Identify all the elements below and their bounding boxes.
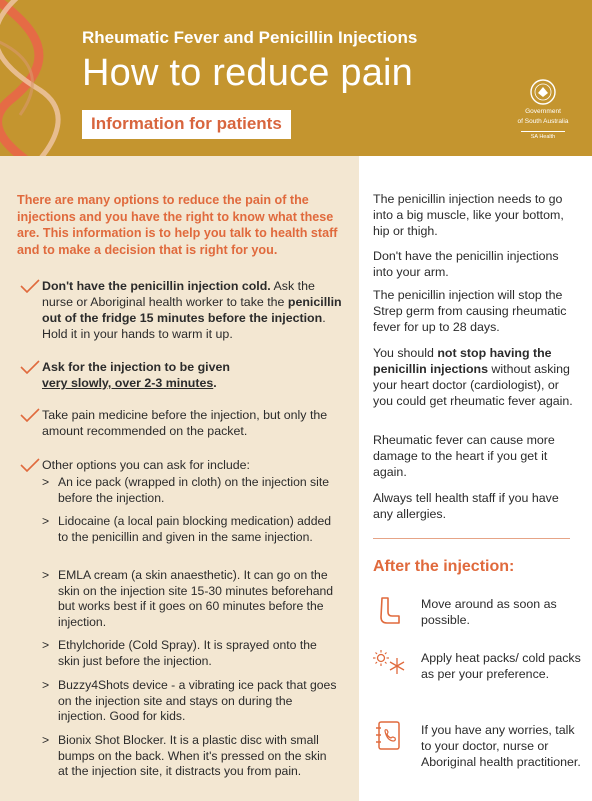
tip-medicine-text: Take pain medicine before the injection, but only the amount recommended on the packet. <box>42 408 328 438</box>
check-icon <box>20 458 40 472</box>
info-28-days: The penicillin injection will stop the Strep germ from causing rheumatic fever for up to 28 days. <box>373 288 567 334</box>
header-kicker: Rheumatic Fever and Penicillin Injections <box>82 28 418 47</box>
after-injection-heading: After the injection: <box>373 558 515 575</box>
sa-crest-icon <box>529 78 557 106</box>
info-dont-stop: You should not stop having the penicillin injections without asking your heart doctor (cardiologist), or you could get rheumatic fever again. <box>373 346 573 408</box>
tip-cold-text: Don't have the penicillin injection cold. Ask the nurse or Aboriginal health worker to take the penicillin out of the fridge 15 minutes before the injection. Hold it in your hands to warm it up. <box>42 279 342 341</box>
audience-badge: Information for patients <box>82 110 291 139</box>
gov-line-1: Government <box>525 108 561 115</box>
government-logo <box>502 78 584 140</box>
check-icon <box>20 360 40 374</box>
gov-line-2: of South Australia <box>517 117 569 125</box>
after-item-worries-text: If you have any worries, talk to your doctor, nurse or Aboriginal health practitioner. <box>421 723 581 769</box>
divider <box>373 538 570 539</box>
dna-swirl-decoration <box>0 0 90 156</box>
gov-line-3: SA Health <box>521 131 565 140</box>
after-item-move-text: Move around as soon as possible. <box>421 597 557 627</box>
info-big-muscle: The penicillin injection needs to go into a big muscle, like your bottom, hip or thigh. <box>373 192 564 238</box>
check-icon <box>20 408 40 422</box>
page-title: How to reduce pain <box>82 52 414 94</box>
chevron-right-icon: > <box>42 514 50 528</box>
chevron-right-icon: > <box>42 568 50 582</box>
right-column <box>359 156 592 801</box>
leg-icon <box>373 596 403 626</box>
info-not-arm: Don't have the penicillin injections into your arm. <box>373 249 559 279</box>
chevron-right-icon: > <box>42 638 50 652</box>
left-column: There are many options to reduce the pain of the injections and you have the right to know what these are. This information is to help you talk to health staff and to make a decision that is right for you. Don't have the penicillin injection cold. Ask the nurse or Aboriginal health worker to take the penicillin out of the fridge 15 minutes before the injection. Hold it in your hands to warm it up. Ask for the injection to be given very slowly, over 2-3 minutes. Take pain medicine before the injection, but only the amount recommended on the packet. Other options you can ask for include: > An ice pack (wrapped in cloth) on the injection site before the injection. > Lidocaine (a local pain blocking medication) added to the penicillin and given in the same injection. > EMLA cream (a skin anaesthetic). It can go on the skin on the injection site 15-30 minutes beforehand but works best if it goes on 60 minutes before the injection. > Ethylchoride (Cold Spray). It is sprayed onto the skin just before the injection. > Buzzy4Shots device - a vibrating ice pack that goes on the injection site and stays on during the injection. Good for kids. > Bionix Shot Blocker. It is a plastic disc with small bumps on the back. When it's pressed on the skin at the injection site, it distracts you from pain. <box>0 156 359 801</box>
chevron-right-icon: > <box>42 475 50 489</box>
after-item-packs-text: Apply heat packs/ cold packs as per your preference. <box>421 651 581 681</box>
sun-snowflake-icon <box>373 650 407 676</box>
tip-slow-text: Ask for the injection to be given very slowly, over 2-3 minutes. <box>42 360 230 390</box>
header-banner <box>0 0 592 156</box>
chevron-right-icon: > <box>42 678 50 692</box>
chevron-right-icon: > <box>42 733 50 747</box>
tip-options-text: Other options you can ask for include: <box>42 458 251 472</box>
check-icon <box>20 279 40 293</box>
intro-paragraph: There are many options to reduce the pain of the injections and you have the right to know what these are. This information is to help you talk to health staff and to make a decision that is right for you. <box>17 193 338 257</box>
info-allergies: Always tell health staff if you have any allergies. <box>373 491 559 521</box>
info-damage: Rheumatic fever can cause more damage to the heart if you get it again. <box>373 433 555 479</box>
phone-book-icon <box>373 720 403 752</box>
